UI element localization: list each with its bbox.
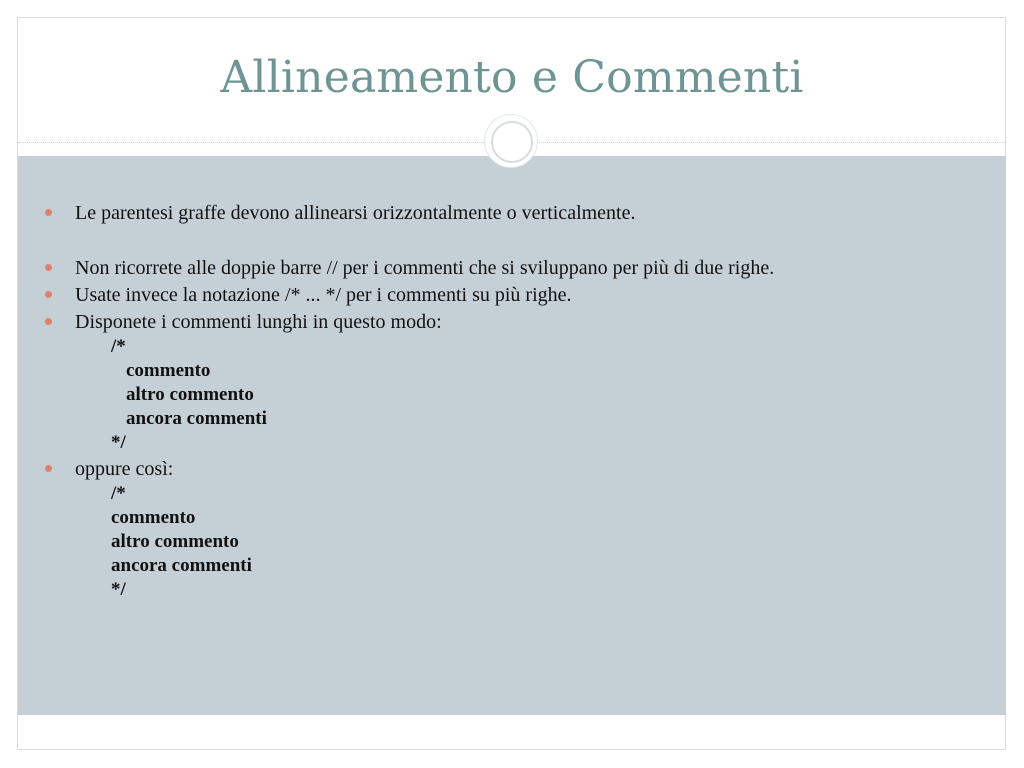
circle-ornament-inner: [491, 121, 533, 163]
bullet-text: oppure così:: [75, 458, 174, 480]
bullet-dot-icon: [45, 209, 52, 216]
code-line: commento: [126, 360, 211, 381]
code-line: altro commento: [111, 531, 239, 552]
bullet-dot-icon: [45, 291, 52, 298]
slide-title: Allineamento e Commenti: [220, 52, 804, 103]
bullet-dot-icon: [45, 264, 52, 271]
content-area: [18, 156, 1006, 715]
code-line: ancora commenti: [126, 408, 267, 429]
code-line: */: [111, 579, 126, 600]
code-line: ancora commenti: [111, 555, 252, 576]
code-line: */: [111, 432, 126, 453]
bullet-dot-icon: [45, 465, 52, 472]
bullet-dot-icon: [45, 318, 52, 325]
code-line: /*: [111, 336, 126, 357]
circle-ornament-icon: [485, 115, 537, 167]
code-line: commento: [111, 507, 196, 528]
code-line: altro commento: [126, 384, 254, 405]
code-line: /*: [111, 483, 126, 504]
bullet-text: Le parentesi graffe devono allinearsi orizzontalmente o verticalmente.: [75, 202, 636, 224]
bullet-text: Disponete i commenti lunghi in questo modo:: [75, 311, 442, 333]
bullet-text: Non ricorrete alle doppie barre // per i commenti che si sviluppano per più di due righe.: [75, 257, 775, 279]
bullet-text: Usate invece la notazione /* ... */ per i commenti su più righe.: [75, 284, 572, 306]
